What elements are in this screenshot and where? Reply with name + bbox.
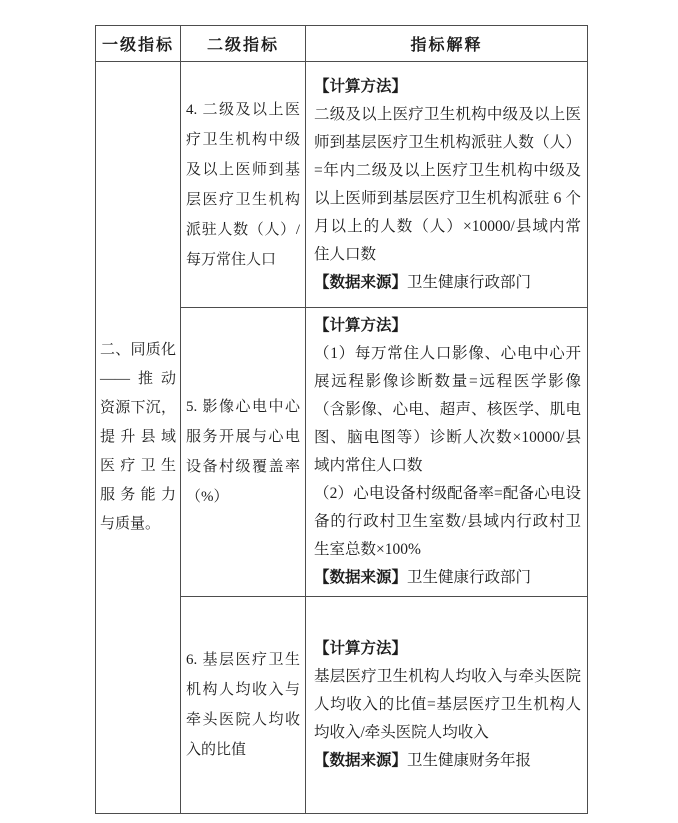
source-line <box>314 269 581 297</box>
indicator-table <box>95 25 588 814</box>
secondary-indicator-text: 5. 影像心电中心服务开展与心电设备村级覆盖率（%） <box>186 399 300 505</box>
explanation-cell <box>306 597 588 814</box>
header-indicator-explanation: 指标解释 <box>306 26 588 62</box>
method-label: 【计算方法】 <box>314 317 408 334</box>
method-body: （1）每万常住人口影像、心电中心开展远程影像诊断数量=远程医学影像（含影像、心电、超声、核医学、肌电图、脑电图等）诊断人次数×10000/县域内常住人口数 （2）心电设备村级配备率=配备心电设备的行政村卫生室数/县域内行政村卫生室总数×100% <box>314 345 581 558</box>
header-primary-indicator: 一级指标 <box>96 26 181 62</box>
source-label: 【数据来源】 <box>314 273 408 291</box>
source-text: 卫生健康财务年报 <box>407 752 532 769</box>
secondary-indicator-cell <box>181 308 306 597</box>
method-label: 【计算方法】 <box>314 640 408 657</box>
source-label: 【数据来源】 <box>314 752 408 769</box>
source-text: 卫生健康行政部门 <box>407 569 532 586</box>
secondary-indicator-text: 6. 基层医疗卫生机构人均收入与牵头医院人均收入的比值 <box>186 652 300 758</box>
table-row <box>96 62 588 308</box>
primary-indicator-text: 二、同质化 ——推动 资源下沉， 提升县域 医疗卫生 服务能力 与质量。 <box>100 342 176 532</box>
explanation-cell <box>306 62 588 308</box>
header-secondary-indicator: 二级指标 <box>181 26 306 62</box>
secondary-indicator-text: 4. 二级及以上医疗卫生机构中级及以上医师到基层医疗卫生机构派驻人数（人）/每万常住人口 <box>186 101 300 268</box>
primary-indicator-cell <box>96 62 181 814</box>
secondary-indicator-cell <box>181 597 306 814</box>
source-line <box>314 747 581 775</box>
source-text: 卫生健康行政部门 <box>407 273 532 291</box>
method-body: 二级及以上医疗卫生机构中级及以上医师到基层医疗卫生机构派驻人数（人）=年内二级及以上医疗卫生机构中级及以上医师到基层医疗卫生机构派驻 6 个月以上的人数（人）×10000/县域内常住人口数 <box>314 105 581 263</box>
explanation-cell <box>306 308 588 597</box>
method-label: 【计算方法】 <box>314 77 408 95</box>
header-row <box>96 26 588 62</box>
source-line <box>314 564 581 592</box>
source-label: 【数据来源】 <box>314 569 408 586</box>
method-body: 基层医疗卫生机构人均收入与牵头医院人均收入的比值=基层医疗卫生机构人均收入/牵头医院人均收入 <box>314 668 581 741</box>
secondary-indicator-cell <box>181 62 306 308</box>
